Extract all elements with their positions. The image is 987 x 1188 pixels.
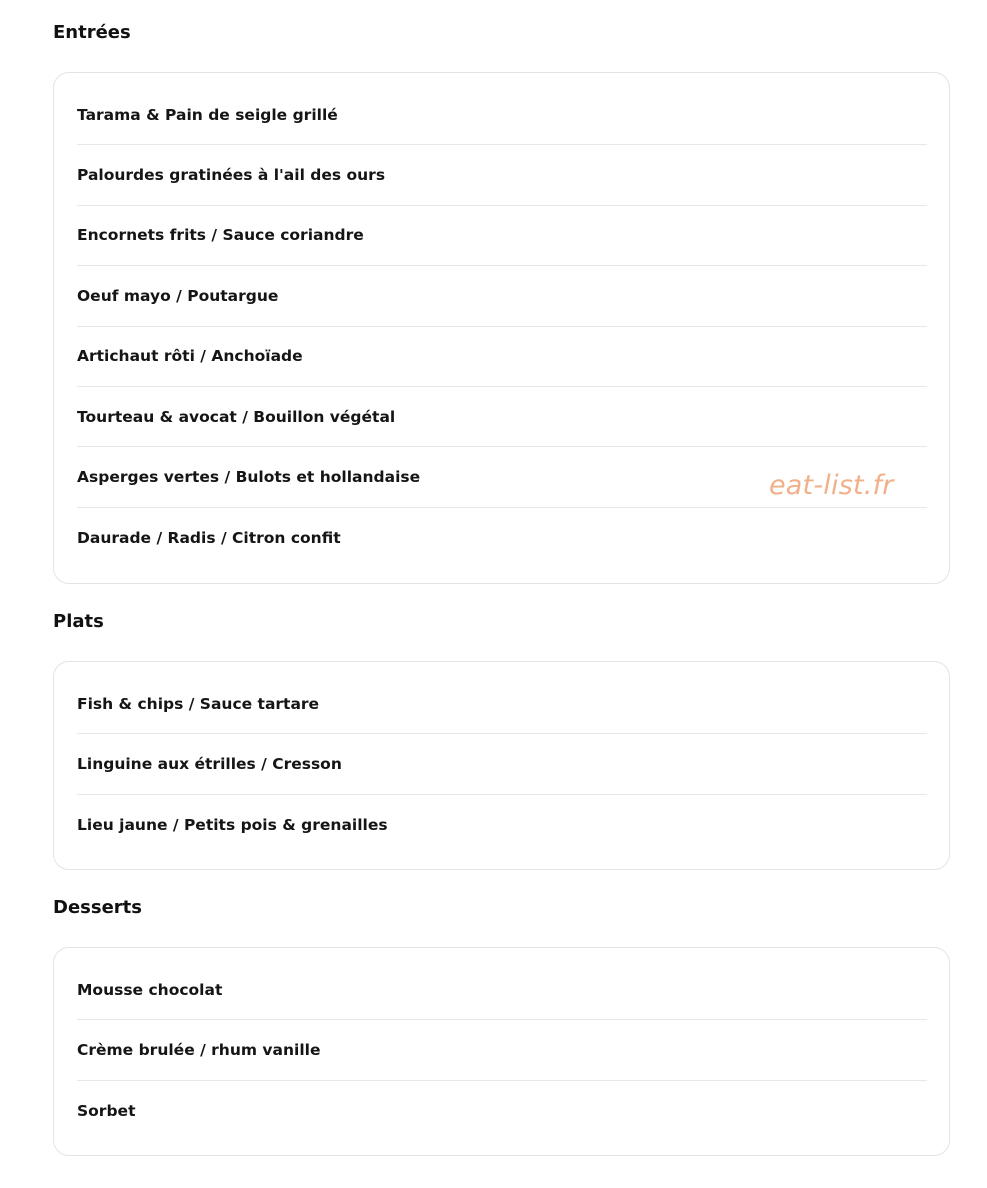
menu-item [77, 508, 927, 568]
menu-item-label: Artichaut rôti / Anchoïade [77, 347, 303, 366]
menu-item-label: Tourteau & avocat / Bouillon végétal [77, 407, 396, 426]
menu-item-label: Palourdes gratinées à l'ail des ours [77, 166, 386, 185]
menu-item [77, 206, 927, 266]
menu-item-label: Oeuf mayo / Poutargue [77, 286, 279, 305]
menu-item [77, 447, 927, 507]
menu-card-desserts [53, 947, 950, 1156]
menu-item-label: Linguine aux étrilles / Cresson [77, 755, 342, 774]
menu-item [77, 795, 927, 855]
menu-item-label: Tarama & Pain de seigle grillé [77, 105, 338, 124]
menu-item-label: Lieu jaune / Petits pois & grenailles [77, 815, 388, 834]
menu-item [77, 145, 927, 205]
section-title-desserts: Desserts [53, 897, 142, 918]
menu-item-label: Daurade / Radis / Citron confit [77, 528, 341, 547]
menu-item-label: Mousse chocolat [77, 980, 223, 999]
menu-item [77, 674, 927, 734]
menu-item [77, 1081, 927, 1141]
menu-item [77, 1020, 927, 1080]
menu-list-plats [54, 662, 949, 867]
watermark: eat-list.fr [769, 470, 894, 501]
section-title-entrees: Entrées [53, 22, 131, 43]
menu-list-desserts [54, 948, 949, 1153]
menu-item [77, 85, 927, 145]
menu-item [77, 387, 927, 447]
section-title-plats: Plats [53, 611, 104, 632]
menu-item-label: Sorbet [77, 1101, 136, 1120]
menu-item [77, 960, 927, 1020]
menu-item [77, 266, 927, 326]
menu-item-label: Crème brulée / rhum vanille [77, 1041, 321, 1060]
menu-list-entrees [54, 73, 949, 580]
menu-item [77, 734, 927, 794]
menu-item-label: Encornets frits / Sauce coriandre [77, 226, 364, 245]
menu-item-label: Asperges vertes / Bulots et hollandaise [77, 468, 421, 487]
menu-card-entrees [53, 72, 950, 584]
menu-item [77, 327, 927, 387]
menu-card-plats [53, 661, 950, 870]
menu-item-label: Fish & chips / Sauce tartare [77, 694, 320, 713]
